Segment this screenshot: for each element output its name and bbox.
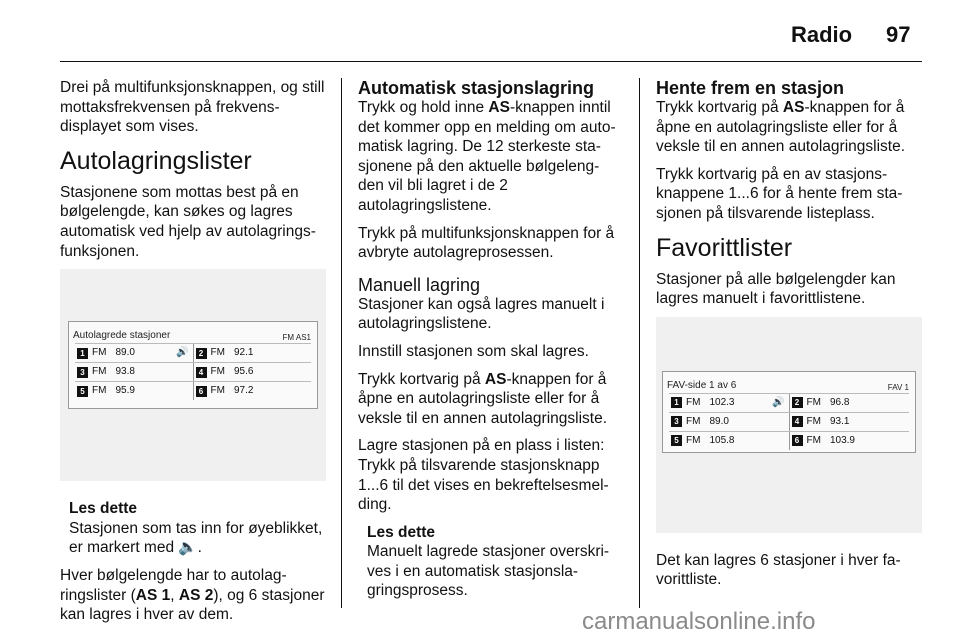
paragraph (60, 566, 326, 625)
station-preset[interactable] (669, 413, 789, 431)
note (367, 523, 624, 601)
band-label: FM (806, 434, 821, 446)
column-divider (639, 78, 640, 608)
station-row (669, 393, 909, 412)
preset-number: 4 (196, 367, 207, 378)
band-label: FM (210, 347, 225, 359)
intro-paragraph: Drei på multifunksjonsknappen, og still mottaksfrekvensen på frekvens-displayet som vises. (60, 79, 325, 136)
note-body: Stasjonen som tas inn for øyeblikket, er markert med 🔈. (69, 519, 323, 557)
band-label: FM (806, 396, 821, 408)
column-1 (60, 78, 326, 633)
frequency: 89.0 (709, 415, 729, 427)
band-label: FM (92, 385, 107, 397)
section-heading: Autolagringslister (60, 146, 252, 175)
watermark: carmanualsonline.info (582, 608, 816, 635)
paragraph: Trykk kortvarig på en av stasjons-knappene 1...6 for å hente frem sta-sjonen på tilsvarende listeplass. (656, 165, 903, 222)
bold-text: AS 1 (135, 586, 171, 604)
preset-number: 3 (671, 416, 682, 427)
frequency: 103.9 (829, 434, 855, 446)
preset-number: 6 (196, 386, 207, 397)
station-preset[interactable] (789, 413, 910, 431)
preset-number: 5 (77, 386, 88, 397)
text: ), og 6 stasjoner kan lagres i hver av dem. (60, 586, 325, 624)
band-label: FM (210, 385, 225, 397)
subheading: Hente frem en stasjon (656, 78, 845, 98)
screen-tag: FAV 1 (887, 382, 909, 392)
note-heading: Les dette (69, 500, 138, 518)
column-3 (656, 78, 922, 598)
band-label: FM (92, 366, 107, 378)
paragraph: Stasjonene som mottas best på en bølgelengde, kan søkes og lagres automatisk ved hjelp av autolagrings-funksjonen. (60, 183, 316, 260)
paragraph: Det kan lagres 6 stasjoner i hver fa-vorittliste. (656, 551, 901, 589)
band-label: FM (686, 434, 701, 446)
paragraph: Innstill stasjonen som skal lagres. (358, 342, 589, 360)
page-number: 97 (886, 22, 911, 47)
radio-screen (68, 321, 318, 409)
station-row (75, 381, 311, 400)
bold-text: AS (782, 99, 805, 116)
column-divider (341, 78, 342, 608)
band-label: FM (210, 366, 225, 378)
bold-text: AS (488, 99, 510, 116)
station-preset[interactable] (789, 394, 910, 412)
frequency: 95.6 (233, 366, 254, 378)
paragraph: Lagre stasjonen på en plass i listen: Trykk på tilsvarende stasjonsknapp 1...6 til det vises en bekreftelsesmel-ding. (358, 437, 609, 514)
screen-tag: FM AS1 (282, 333, 311, 343)
bold-text: AS (484, 370, 507, 388)
subheading: Automatisk stasjonslagring (358, 78, 595, 98)
frequency: 102.3 (709, 396, 735, 408)
station-row (75, 343, 311, 362)
section-heading: Favorittlister (656, 233, 793, 262)
station-preset[interactable] (669, 394, 789, 412)
paragraph (358, 98, 624, 216)
station-preset[interactable] (193, 344, 312, 362)
preset-number: 1 (77, 348, 88, 359)
header-rule (60, 61, 922, 62)
station-row (669, 431, 909, 450)
bold-text: AS 2 (178, 586, 214, 604)
station-grid (75, 343, 311, 400)
text: Trykk kortvarig på (656, 99, 783, 116)
band-label: FM (686, 396, 701, 408)
station-grid (669, 393, 909, 450)
text: Hver bølgelengde har to autolag-ringslister ( (60, 566, 287, 604)
preset-number: 2 (792, 397, 803, 408)
station-preset[interactable] (193, 382, 312, 400)
preset-number: 3 (77, 367, 88, 378)
frequency: 95.9 (115, 385, 135, 397)
band-label: FM (806, 415, 821, 427)
paragraph: Trykk på multifunksjonsknappen for å avbryte autolagreprosessen. (358, 224, 615, 262)
text: , (170, 586, 179, 604)
note-body: Manuelt lagrede stasjoner overskri-ves i en automatisk stasjonsla-gringsprosess. (367, 543, 610, 600)
preset-number: 2 (196, 348, 207, 359)
preset-number: 4 (792, 416, 803, 427)
text: Trykk kortvarig på (358, 370, 485, 388)
column-2 (358, 78, 624, 609)
frequency: 93.8 (115, 366, 135, 378)
station-preset[interactable] (789, 432, 910, 450)
station-row (669, 412, 909, 431)
station-preset[interactable] (669, 432, 789, 450)
paragraph (656, 98, 922, 157)
preset-number: 1 (671, 397, 682, 408)
paragraph: Stasjoner på alle bølgelengder kan lagres manuelt i favorittlistene. (656, 270, 896, 308)
text: -knappen for å åpne en autolagringsliste eller for å veksle til en annen autolagringsliste. (656, 99, 906, 156)
text: Trykk og hold inne (358, 99, 489, 116)
frequency: 92.1 (233, 347, 254, 359)
preset-number: 5 (671, 435, 682, 446)
speaker-icon: 🔊 (176, 347, 189, 359)
frequency: 93.1 (829, 415, 850, 427)
band-label: FM (686, 415, 701, 427)
band-label: FM (92, 347, 107, 359)
station-preset[interactable] (75, 382, 193, 400)
frequency: 89.0 (115, 347, 135, 359)
page-header-title: Radio (791, 22, 853, 47)
screen-title: Autolagrede stasjoner (73, 330, 171, 342)
station-preset[interactable] (75, 344, 193, 362)
frequency: 105.8 (709, 434, 735, 446)
note-heading: Les dette (367, 523, 436, 541)
radio-screen (662, 371, 916, 453)
speaker-icon: 🔊 (772, 396, 785, 408)
station-row (75, 362, 311, 381)
screenshot-autostore (60, 269, 326, 481)
paragraph: Stasjoner kan også lagres manuelt i autolagringslistene. (358, 295, 605, 333)
screenshot-favourites (656, 317, 922, 533)
screen-title: FAV-side 1 av 6 (667, 379, 737, 391)
text: -knappen for å åpne en autolagringsliste eller for å veksle til en annen autolagringsliste. (358, 370, 608, 427)
preset-number: 6 (792, 435, 803, 446)
subheading: Manuell lagring (358, 274, 481, 295)
paragraph (358, 370, 624, 429)
frequency: 96.8 (829, 396, 850, 408)
text: -knappen inntil det kommer opp en melding om auto-matisk lagring. De 12 sterkeste sta-sjonene på den aktuelle bølgeleng-den vil bli lagret i de 2 autolagringslistene. (358, 99, 616, 214)
station-preset[interactable] (75, 363, 193, 381)
frequency: 97.2 (233, 385, 254, 397)
note (69, 499, 326, 558)
station-preset[interactable] (193, 363, 312, 381)
